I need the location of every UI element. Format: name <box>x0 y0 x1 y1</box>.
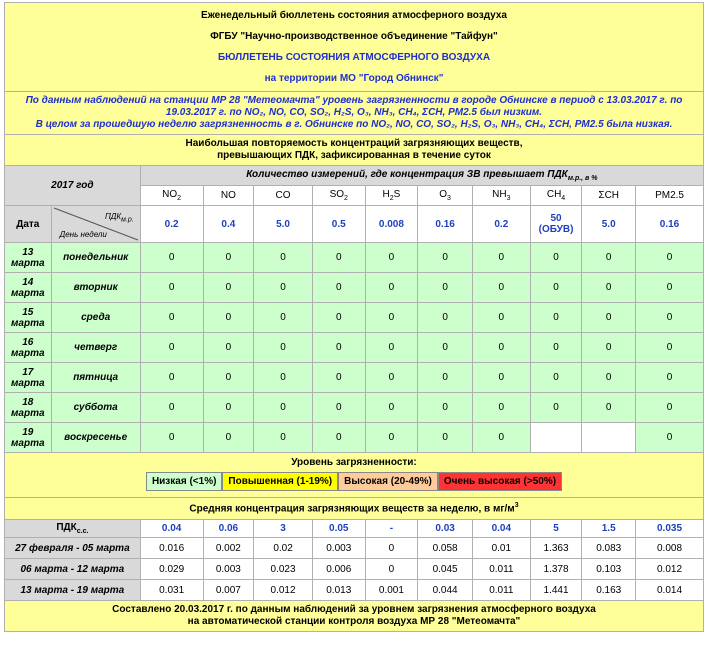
avg-value: 0.044 <box>418 580 473 601</box>
level-high: Высокая (20-49%) <box>338 472 438 491</box>
summary-block <box>5 92 704 135</box>
avg-pdk-value: 1.5 <box>582 520 636 538</box>
row-value: 0 <box>254 423 313 453</box>
levels-title: Уровень загрязненности: <box>291 457 417 468</box>
avg-value: 0.031 <box>140 580 203 601</box>
row-value: 0 <box>418 273 473 303</box>
pdk-value: 5.0 <box>582 206 636 243</box>
header-line-3: БЮЛЛЕТЕНЬ СОСТОЯНИЯ АТМОСФЕРНОГО ВОЗДУХА <box>217 52 491 63</box>
substance-no: NO <box>203 186 254 206</box>
levels-block <box>5 453 704 498</box>
footer-line-2: на автоматической станции контроля воздуха МР 28 "Метеомачта" <box>187 616 521 627</box>
row-value: 0 <box>472 333 530 363</box>
avg-value: 0.011 <box>472 559 530 580</box>
row-value: 0 <box>365 303 418 333</box>
avg-value: 0.003 <box>312 538 365 559</box>
row-value: 0 <box>418 363 473 393</box>
avg-value: 0.002 <box>203 538 254 559</box>
row-date: 16 марта <box>5 333 52 363</box>
row-date: 15 марта <box>5 303 52 333</box>
header-line-1: Еженедельный бюллетень состояния атмосферного воздуха <box>201 10 507 21</box>
avg-value: 0.016 <box>140 538 203 559</box>
summary-paragraph-1: По данным наблюдений на станции МР 28 "Метеомачта" уровень загрязненности в городе Обнинске в период с 13.03.2017 г. по 19.03.2017 г. по NO₂, NO, CO, SO₂, H₂S, O₃, NH₃, CH₄, ΣCH, PM2.5 был низким. <box>25 95 683 118</box>
footer-line-1: Составлено 20.03.2017 г. по данным наблюдений за уровнем загрязнения атмосферного воздуха <box>112 604 596 615</box>
row-value: 0 <box>582 333 636 363</box>
table-row <box>5 423 704 453</box>
avg-value: 0.003 <box>203 559 254 580</box>
row-value: 0 <box>203 333 254 363</box>
row-value: 0 <box>140 273 203 303</box>
bulletin-table <box>4 2 704 632</box>
avg-value: 0.013 <box>312 580 365 601</box>
count-header: Количество измерений, где концентрация ЗВ превышает $ПДК_{м.р., в \%}$ <box>140 166 703 186</box>
avg-value: 0.01 <box>472 538 530 559</box>
row-value: 0 <box>365 363 418 393</box>
avg-value: 0.012 <box>254 580 313 601</box>
row-value: 0 <box>418 393 473 423</box>
pdk-value: 0.4 <box>203 206 254 243</box>
substance-h2s: $H_2S$ <box>365 186 418 206</box>
row-value: 0 <box>254 273 313 303</box>
avg-pdk-row <box>5 520 704 538</box>
pdk-value: 0.008 <box>365 206 418 243</box>
row-weekday: пятница <box>51 363 140 393</box>
avg-value: 0.058 <box>418 538 473 559</box>
row-value: 0 <box>203 243 254 273</box>
avg-pdk-value: 0.06 <box>203 520 254 538</box>
row-weekday: вторник <box>51 273 140 303</box>
row-value: 0 <box>582 363 636 393</box>
pdk-corner-label: $ПДК_{м.р.}$ <box>104 212 134 224</box>
row-value: 0 <box>312 273 365 303</box>
row-value: 0 <box>203 273 254 303</box>
substance-pm25: PM2.5 <box>636 186 704 206</box>
table-row <box>5 243 704 273</box>
row-value: 0 <box>530 273 582 303</box>
avg-value: 0.001 <box>365 580 418 601</box>
substance-co: CO <box>254 186 313 206</box>
avg-pdk-value: 0.04 <box>140 520 203 538</box>
avg-value: 0.045 <box>418 559 473 580</box>
avg-pdk-label: $ПДК_{с.с.}$ <box>5 520 141 538</box>
avg-value: 0.02 <box>254 538 313 559</box>
row-weekday: четверг <box>51 333 140 363</box>
avg-period: 13 марта - 19 марта <box>5 580 141 601</box>
avg-value: 1.378 <box>530 559 582 580</box>
row-value: 0 <box>636 303 704 333</box>
row-value: 0 <box>365 243 418 273</box>
avg-table-row <box>5 580 704 601</box>
pdk-value: 0.16 <box>636 206 704 243</box>
avg-value: 0.103 <box>582 559 636 580</box>
row-value: 0 <box>312 333 365 363</box>
row-value: 0 <box>530 363 582 393</box>
row-value: 0 <box>530 243 582 273</box>
row-value: 0 <box>530 333 582 363</box>
weekday-corner-label: День недели <box>59 230 107 239</box>
row-value: 0 <box>312 363 365 393</box>
row-value: 0 <box>418 243 473 273</box>
substance-so2: $SO_2$ <box>312 186 365 206</box>
row-value: 0 <box>254 243 313 273</box>
pdk-row <box>5 206 704 243</box>
avg-value: 0 <box>365 538 418 559</box>
row-value: 0 <box>582 303 636 333</box>
row-value: 0 <box>312 243 365 273</box>
row-value: 0 <box>312 423 365 453</box>
avg-pdk-value: - <box>365 520 418 538</box>
row-value: 0 <box>418 423 473 453</box>
row-value: 0 <box>203 363 254 393</box>
row-value: 0 <box>530 393 582 423</box>
repeatability-title-line-2: превышающих ПДК, зафиксированная в течение суток <box>217 150 491 161</box>
level-elevated: Повышенная (1-19%) <box>222 472 338 491</box>
row-date: 14 марта <box>5 273 52 303</box>
row-weekday: среда <box>51 303 140 333</box>
pdk-day-corner <box>51 206 140 243</box>
substance-sch: ΣCH <box>582 186 636 206</box>
row-value: 0 <box>636 333 704 363</box>
row-value: 0 <box>254 303 313 333</box>
row-weekday: понедельник <box>51 243 140 273</box>
pdk-ch4-text: 50 (ОБУВ) <box>538 213 574 235</box>
level-very-high: Очень высокая (>50%) <box>438 472 562 491</box>
row-value: 0 <box>312 393 365 423</box>
pdk-value: 0.16 <box>418 206 473 243</box>
row-value: 0 <box>472 273 530 303</box>
row-value: 0 <box>140 243 203 273</box>
avg-value: 0.007 <box>203 580 254 601</box>
avg-pdk-value: 5 <box>530 520 582 538</box>
row-value: 0 <box>472 303 530 333</box>
avg-value: 0.029 <box>140 559 203 580</box>
avg-pdk-value: 0.04 <box>472 520 530 538</box>
date-label: Дата <box>5 206 52 243</box>
substance-nh3: $NH_3$ <box>472 186 530 206</box>
header-line-4: на территории МО "Город Обнинск" <box>264 73 444 84</box>
row-value: 0 <box>140 423 203 453</box>
row-value: 0 <box>312 303 365 333</box>
row-value: 0 <box>472 243 530 273</box>
avg-pdk-value: 0.035 <box>636 520 704 538</box>
avg-value: 0.023 <box>254 559 313 580</box>
row-value: 0 <box>365 393 418 423</box>
row-value: 0 <box>636 393 704 423</box>
row-value: 0 <box>418 333 473 363</box>
table-row <box>5 333 704 363</box>
avg-table-row <box>5 559 704 580</box>
avg-value: 0.083 <box>582 538 636 559</box>
avg-rows <box>5 538 704 601</box>
avg-value: 1.363 <box>530 538 582 559</box>
row-value: 0 <box>365 273 418 303</box>
row-date: 18 марта <box>5 393 52 423</box>
avg-period: 27 февраля - 05 марта <box>5 538 141 559</box>
row-date: 19 марта <box>5 423 52 453</box>
row-value: 0 <box>582 273 636 303</box>
avg-pdk-value: 0.03 <box>418 520 473 538</box>
avg-table-row <box>5 538 704 559</box>
row-value: 0 <box>636 423 704 453</box>
table-row <box>5 363 704 393</box>
avg-value: 0.008 <box>636 538 704 559</box>
footer-block <box>5 601 704 632</box>
row-weekday: суббота <box>51 393 140 423</box>
row-date: 17 марта <box>5 363 52 393</box>
avg-pdk-value: 3 <box>254 520 313 538</box>
substance-ch4: $CH_4$ <box>530 186 582 206</box>
row-value: 0 <box>140 363 203 393</box>
row-value: 0 <box>254 393 313 423</box>
row-value: 0 <box>365 333 418 363</box>
row-value: 0 <box>140 303 203 333</box>
table-row <box>5 393 704 423</box>
row-value: 0 <box>203 423 254 453</box>
pdk-value-ch4 <box>530 206 582 243</box>
row-value: 0 <box>365 423 418 453</box>
avg-value: 0.011 <box>472 580 530 601</box>
row-value: 0 <box>636 363 704 393</box>
bulletin <box>4 2 704 632</box>
pdk-value: 0.5 <box>312 206 365 243</box>
row-value <box>530 423 582 453</box>
repeatability-title-line-1: Наибольшая повторяемость концентраций загрязняющих веществ, <box>185 138 523 149</box>
row-value: 0 <box>472 423 530 453</box>
avg-value: 0.006 <box>312 559 365 580</box>
avg-value: 0 <box>365 559 418 580</box>
avg-value: 0.014 <box>636 580 704 601</box>
row-date: 13 марта <box>5 243 52 273</box>
row-value: 0 <box>140 333 203 363</box>
row-value: 0 <box>636 243 704 273</box>
substance-o3: $O_3$ <box>418 186 473 206</box>
avg-value: 1.441 <box>530 580 582 601</box>
row-value: 0 <box>203 303 254 333</box>
year-label: 2017 год <box>5 166 141 206</box>
row-value <box>582 423 636 453</box>
repeatability-title <box>5 135 704 166</box>
row-value: 0 <box>472 363 530 393</box>
row-value: 0 <box>472 393 530 423</box>
row-weekday: воскресенье <box>51 423 140 453</box>
row-value: 0 <box>254 363 313 393</box>
row-value: 0 <box>530 303 582 333</box>
avg-value: 0.163 <box>582 580 636 601</box>
row-value: 0 <box>203 393 254 423</box>
substance-no2: $NO_2$ <box>140 186 203 206</box>
row-value: 0 <box>582 393 636 423</box>
row-value: 0 <box>582 243 636 273</box>
level-low: Низкая (<1%) <box>146 472 222 491</box>
day-rows <box>5 243 704 453</box>
row-value: 0 <box>254 333 313 363</box>
avg-title: Средняя концентрация загрязняющих веществ за неделю, в $мг/м^3$ <box>5 498 704 520</box>
header-line-2: ФГБУ "Научно-производственное объединение "Тайфун" <box>210 31 498 42</box>
table-row <box>5 303 704 333</box>
pdk-value: 0.2 <box>140 206 203 243</box>
pdk-value: 0.2 <box>472 206 530 243</box>
table-row <box>5 273 704 303</box>
avg-period: 06 марта - 12 марта <box>5 559 141 580</box>
row-value: 0 <box>140 393 203 423</box>
avg-value: 0.012 <box>636 559 704 580</box>
row-value: 0 <box>636 273 704 303</box>
avg-pdk-value: 0.05 <box>312 520 365 538</box>
header-block <box>5 3 704 92</box>
pdk-value: 5.0 <box>254 206 313 243</box>
row-value: 0 <box>418 303 473 333</box>
summary-paragraph-2: В целом за прошедшую неделю загрязненность в г. Обнинске по NO₂, NO, CO, SO₂, H₂S, O₃, NH₃, CH₄, ΣCH, PM2.5 была низкая. <box>35 119 673 130</box>
